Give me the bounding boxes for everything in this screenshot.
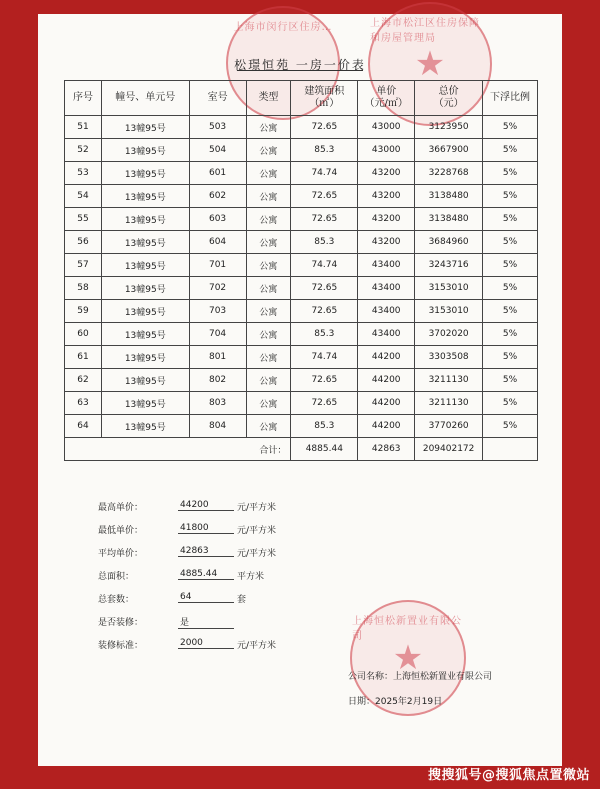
cell-area: 85.3	[291, 415, 358, 438]
cell-room: 504	[189, 139, 246, 162]
cell-seq: 61	[65, 346, 102, 369]
company-stamp-star-icon: ★	[392, 638, 424, 678]
cell-room: 801	[189, 346, 246, 369]
cell-total: 3684960	[415, 231, 483, 254]
cell-discount: 5%	[483, 300, 538, 323]
cell-area: 72.65	[291, 116, 358, 139]
summary-value: 44200	[178, 500, 234, 511]
table-row	[65, 277, 538, 300]
cell-room: 803	[189, 392, 246, 415]
cell-area: 85.3	[291, 139, 358, 162]
title-underline	[237, 70, 363, 71]
cell-seq: 57	[65, 254, 102, 277]
stamp-text-top-right: 上海市松江区住房保障和房屋管理局	[370, 18, 480, 44]
cell-unit-price: 43400	[358, 277, 415, 300]
price-sheet	[38, 14, 562, 766]
cell-total: 3211130	[415, 369, 483, 392]
cell-area: 74.74	[291, 254, 358, 277]
price-table	[64, 80, 538, 461]
cell-area: 72.65	[291, 277, 358, 300]
cell-total: 3243716	[415, 254, 483, 277]
summary-unit: 元/平方米	[237, 503, 277, 513]
cell-room: 602	[189, 185, 246, 208]
table-row	[65, 139, 538, 162]
table-row	[65, 392, 538, 415]
summary-label: 总套数：	[98, 595, 135, 605]
cell-type: 公寓	[246, 185, 291, 208]
cell-type: 公寓	[246, 116, 291, 139]
header-total: 总价 （元）	[415, 81, 483, 116]
header-discount: 下浮比例	[483, 81, 538, 116]
summary-label: 装修标准：	[98, 641, 144, 651]
cell-discount: 5%	[483, 254, 538, 277]
watermark-text: 搜搜狐号@搜狐焦点置微站	[427, 768, 590, 783]
cell-total: 3228768	[415, 162, 483, 185]
table-row	[65, 254, 538, 277]
summary-value: 4885.44	[178, 569, 234, 580]
cell-discount: 5%	[483, 277, 538, 300]
cell-type: 公寓	[246, 277, 291, 300]
cell-total: 3123950	[415, 116, 483, 139]
cell-type: 公寓	[246, 346, 291, 369]
cell-area: 74.74	[291, 346, 358, 369]
totals-total: 209402172	[415, 438, 483, 461]
summary-unit: 元/平方米	[237, 641, 277, 651]
cell-type: 公寓	[246, 369, 291, 392]
totals-area: 4885.44	[291, 438, 358, 461]
cell-seq: 53	[65, 162, 102, 185]
cell-discount: 5%	[483, 208, 538, 231]
cell-total: 3153010	[415, 277, 483, 300]
cell-room: 601	[189, 162, 246, 185]
cell-unit-price: 43400	[358, 254, 415, 277]
table-row	[65, 162, 538, 185]
summary-value: 42863	[178, 546, 234, 557]
cell-type: 公寓	[246, 162, 291, 185]
cell-building: 13幢95号	[101, 346, 189, 369]
table-header-row	[65, 81, 538, 116]
summary-value: 2000	[178, 638, 234, 649]
cell-total: 3667900	[415, 139, 483, 162]
summary-label: 最低单价：	[98, 526, 144, 536]
cell-room: 802	[189, 369, 246, 392]
table-row	[65, 300, 538, 323]
cell-type: 公寓	[246, 139, 291, 162]
cell-unit-price: 44200	[358, 369, 415, 392]
cell-unit-price: 43200	[358, 231, 415, 254]
header-building: 幢号、单元号	[101, 81, 189, 116]
summary-unit: 套	[237, 595, 247, 605]
cell-discount: 5%	[483, 369, 538, 392]
cell-seq: 63	[65, 392, 102, 415]
summary-unit: 元/平方米	[237, 526, 277, 536]
summary-unit: 元/平方米	[237, 549, 277, 559]
cell-total: 3138480	[415, 208, 483, 231]
cell-building: 13幢95号	[101, 231, 189, 254]
cell-total: 3770260	[415, 415, 483, 438]
cell-type: 公寓	[246, 231, 291, 254]
page-title: 松璟恒苑 一房一价表	[234, 58, 366, 72]
cell-seq: 62	[65, 369, 102, 392]
summary-value: 64	[178, 592, 234, 603]
totals-unit-price: 42863	[358, 438, 415, 461]
cell-building: 13幢95号	[101, 162, 189, 185]
cell-room: 804	[189, 415, 246, 438]
cell-room: 703	[189, 300, 246, 323]
cell-room: 704	[189, 323, 246, 346]
cell-area: 85.3	[291, 231, 358, 254]
cell-total: 3153010	[415, 300, 483, 323]
cell-discount: 5%	[483, 231, 538, 254]
issue-date: 日期：2025年2月19日	[348, 697, 443, 707]
cell-area: 72.65	[291, 392, 358, 415]
totals-label: 合计：	[65, 438, 291, 461]
stamp-star-icon: ★	[414, 44, 446, 84]
cell-building: 13幢95号	[101, 300, 189, 323]
cell-area: 72.65	[291, 369, 358, 392]
summary-label: 最高单价：	[98, 503, 144, 513]
cell-area: 74.74	[291, 162, 358, 185]
cell-seq: 64	[65, 415, 102, 438]
stamp-text-bottom: 上海恒松新置业有限公司	[352, 616, 462, 642]
header-type: 类型	[246, 81, 291, 116]
cell-total: 3702020	[415, 323, 483, 346]
cell-type: 公寓	[246, 392, 291, 415]
cell-unit-price: 43200	[358, 208, 415, 231]
cell-area: 72.65	[291, 300, 358, 323]
cell-unit-price: 44200	[358, 346, 415, 369]
cell-room: 701	[189, 254, 246, 277]
cell-building: 13幢95号	[101, 254, 189, 277]
cell-discount: 5%	[483, 392, 538, 415]
summary-value: 41800	[178, 523, 234, 534]
cell-area: 72.65	[291, 185, 358, 208]
cell-seq: 52	[65, 139, 102, 162]
header-room: 室号	[189, 81, 246, 116]
summary-label: 是否装修：	[98, 618, 144, 628]
totals-row	[65, 438, 538, 461]
cell-discount: 5%	[483, 116, 538, 139]
cell-total: 3303508	[415, 346, 483, 369]
cell-unit-price: 44200	[358, 392, 415, 415]
cell-building: 13幢95号	[101, 116, 189, 139]
cell-unit-price: 43000	[358, 139, 415, 162]
cell-seq: 56	[65, 231, 102, 254]
cell-building: 13幢95号	[101, 185, 189, 208]
table-row	[65, 323, 538, 346]
cell-type: 公寓	[246, 254, 291, 277]
cell-total: 3211130	[415, 392, 483, 415]
cell-total: 3138480	[415, 185, 483, 208]
cell-type: 公寓	[246, 208, 291, 231]
stamp-text-top-left: 上海市闵行区住房…	[233, 22, 333, 33]
cell-discount: 5%	[483, 162, 538, 185]
cell-building: 13幢95号	[101, 139, 189, 162]
table-row	[65, 208, 538, 231]
cell-unit-price: 43400	[358, 300, 415, 323]
cell-discount: 5%	[483, 346, 538, 369]
cell-unit-price: 43400	[358, 323, 415, 346]
summary-value: 是	[178, 615, 234, 629]
cell-unit-price: 43200	[358, 185, 415, 208]
cell-building: 13幢95号	[101, 208, 189, 231]
table-row	[65, 231, 538, 254]
summary-unit: 平方米	[237, 572, 265, 582]
cell-building: 13幢95号	[101, 392, 189, 415]
cell-building: 13幢95号	[101, 369, 189, 392]
cell-seq: 51	[65, 116, 102, 139]
cell-area: 72.65	[291, 208, 358, 231]
cell-unit-price: 44200	[358, 415, 415, 438]
cell-seq: 54	[65, 185, 102, 208]
summary-label: 平均单价：	[98, 549, 144, 559]
cell-discount: 5%	[483, 139, 538, 162]
table-row	[65, 185, 538, 208]
cell-discount: 5%	[483, 185, 538, 208]
cell-seq: 58	[65, 277, 102, 300]
cell-unit-price: 43200	[358, 162, 415, 185]
cell-seq: 59	[65, 300, 102, 323]
cell-seq: 60	[65, 323, 102, 346]
header-unit-price: 单价 （元/㎡）	[358, 81, 415, 116]
cell-building: 13幢95号	[101, 415, 189, 438]
cell-room: 702	[189, 277, 246, 300]
cell-discount: 5%	[483, 323, 538, 346]
cell-building: 13幢95号	[101, 323, 189, 346]
cell-type: 公寓	[246, 323, 291, 346]
company-name: 公司名称：上海恒松新置业有限公司	[348, 672, 493, 682]
cell-type: 公寓	[246, 300, 291, 323]
header-seq: 序号	[65, 81, 102, 116]
cell-building: 13幢95号	[101, 277, 189, 300]
cell-discount: 5%	[483, 415, 538, 438]
cell-room: 604	[189, 231, 246, 254]
cell-unit-price: 43000	[358, 116, 415, 139]
cell-seq: 55	[65, 208, 102, 231]
totals-discount	[483, 438, 538, 461]
cell-area: 85.3	[291, 323, 358, 346]
table-row	[65, 346, 538, 369]
cell-type: 公寓	[246, 415, 291, 438]
table-row	[65, 116, 538, 139]
table-row	[65, 415, 538, 438]
cell-room: 603	[189, 208, 246, 231]
cell-room: 503	[189, 116, 246, 139]
summary-label: 总面积：	[98, 572, 135, 582]
header-area: 建筑面积 （㎡）	[291, 81, 358, 116]
table-row	[65, 369, 538, 392]
